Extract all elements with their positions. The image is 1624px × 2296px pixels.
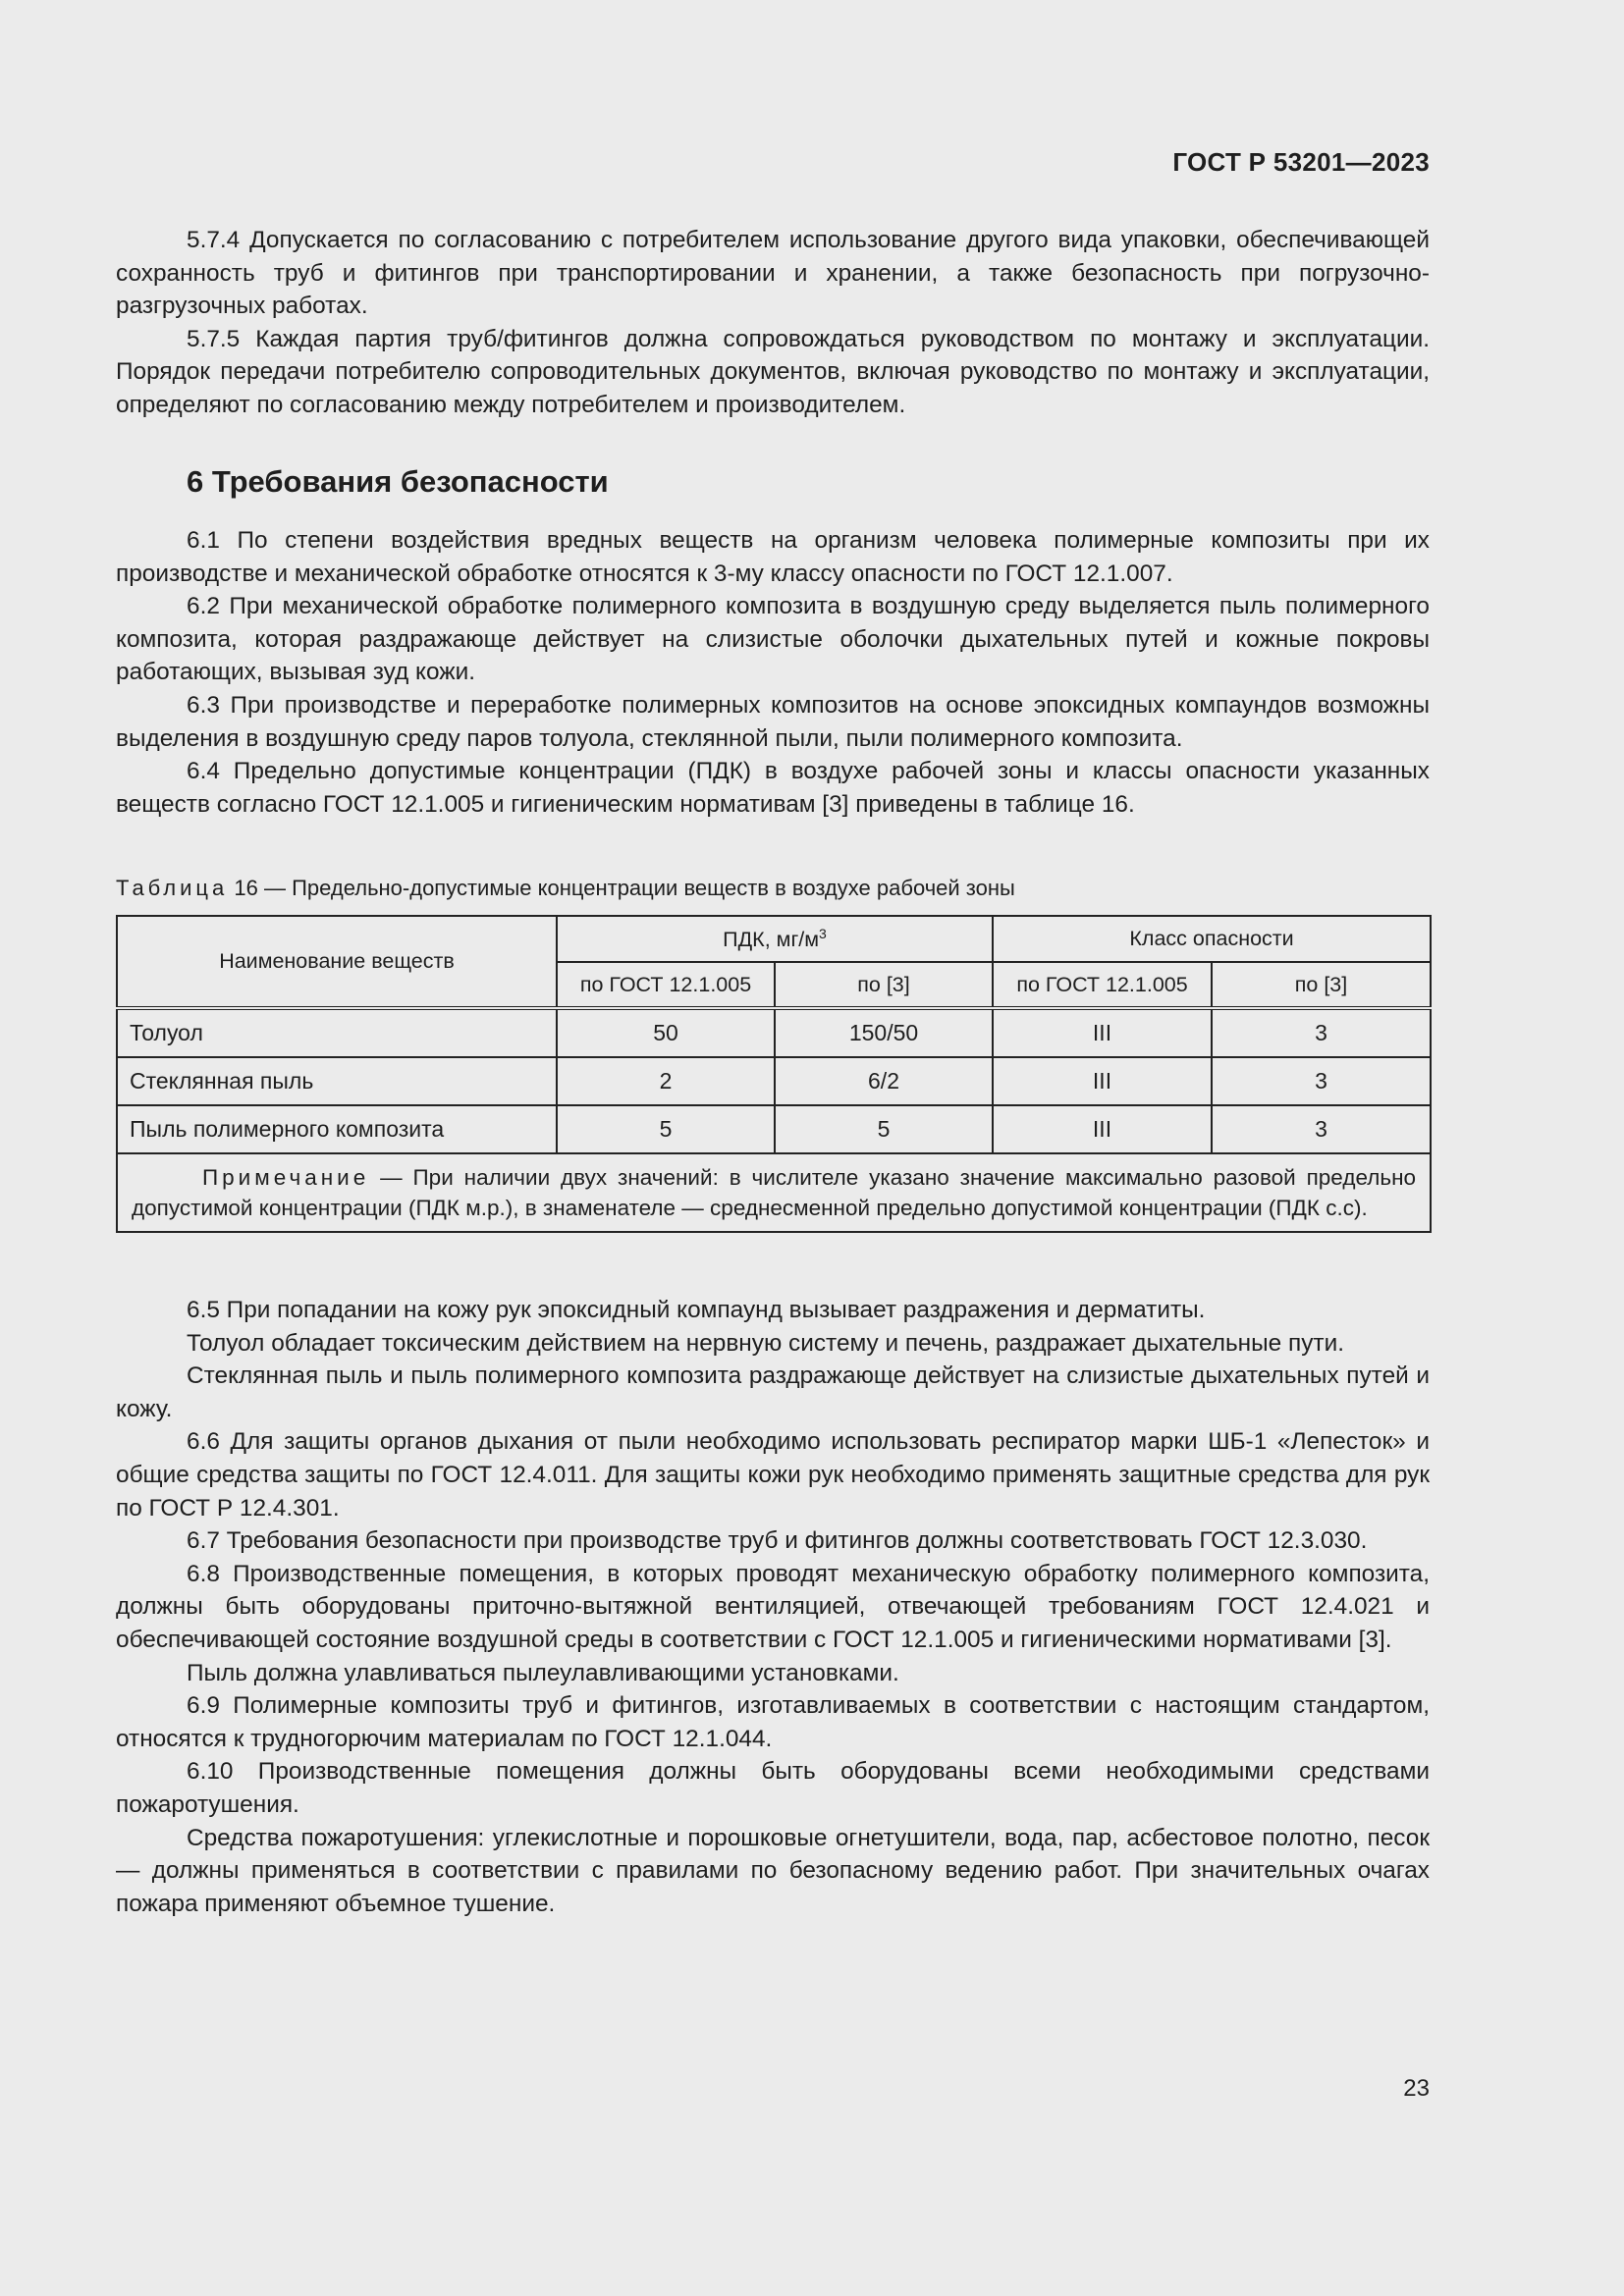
paragraph-6-1: 6.1 По степени воздействия вредных веществ на организм человека полимерные композиты при их производстве и механической обработке относятся к 3-му классу опасности по ГОСТ 12.1.007. [116, 527, 1430, 587]
table-caption [116, 874, 1430, 903]
paragraph-5-7-5: 5.7.5 Каждая партия труб/фитингов должна сопровождаться руководством по монтажу и эксплуатации. Порядок передачи потребителю сопроводительных документов, включая руководство по монтажу и эксплуатации, определяют по согласованию между потребителем и производителем. [116, 325, 1430, 418]
table-row [117, 1105, 1431, 1153]
cell-pdk-ref: 6/2 [775, 1057, 993, 1105]
cell-class-gost: III [993, 1008, 1212, 1057]
paragraph-glass-dust: Стеклянная пыль и пыль полимерного композита раздражающе действует на слизистые дыхательных путей и кожу. [116, 1362, 1430, 1422]
table-caption-text: 16 — Предельно-допустимые концентрации веществ в воздухе рабочей зоны [234, 876, 1015, 900]
cell-class-ref: 3 [1212, 1008, 1431, 1057]
section-6-body [116, 1294, 1430, 1920]
section-6-heading-block [116, 462, 1430, 502]
cell-class-gost: III [993, 1105, 1212, 1153]
cell-substance: Стеклянная пыль [117, 1057, 557, 1105]
header-pdk-gost: по ГОСТ 12.1.005 [557, 962, 775, 1008]
paragraph-dust-capture: Пыль должна улавливаться пылеулавливающими установками. [187, 1659, 899, 1686]
cell-pdk-ref: 5 [775, 1105, 993, 1153]
paragraph-6-10: 6.10 Производственные помещения должны быть оборудованы всеми необходимыми средствами пожаротушения. [116, 1758, 1430, 1818]
cell-pdk-gost: 50 [557, 1008, 775, 1057]
paragraph-toluene: Толуол обладает токсическим действием на нервную систему и печень, раздражает дыхательные пути. [187, 1329, 1344, 1357]
header-substance-name: Наименование веществ [117, 916, 557, 1008]
cell-class-ref: 3 [1212, 1057, 1431, 1105]
section-title: 6 Требования безопасности [187, 464, 609, 499]
paragraph-fire-means: Средства пожаротушения: углекислотные и порошковые огнетушители, вода, пар, асбестовое полотно, песок — должны применяться в соответствии с правилами по безопасному ведению работ. При значительных очагах пожара применяют объемное тушение. [116, 1824, 1430, 1917]
cell-class-ref: 3 [1212, 1105, 1431, 1153]
paragraph-5-7-4: 5.7.4 Допускается по согласованию с потребителем использование другого вида упаковки, обеспечивающей сохранность труб и фитингов при транспортировании и хранении, а также безопасность при погрузочно-разгрузочных работах. [116, 227, 1430, 320]
cell-pdk-ref: 150/50 [775, 1008, 993, 1057]
paragraph-6-5: 6.5 При попадании на кожу рук эпоксидный компаунд вызывает раздражения и дерматиты. [187, 1297, 1206, 1323]
table-note-row [117, 1153, 1431, 1232]
section-6-intro [116, 524, 1430, 821]
paragraph-6-4: 6.4 Предельно допустимые концентрации (ПДК) в воздухе рабочей зоны и классы опасности указанных веществ согласно ГОСТ 12.1.005 и гигиеническим нормативам [3] приведены в таблице 16. [116, 758, 1430, 818]
cell-pdk-gost: 5 [557, 1105, 775, 1153]
paragraph-6-3: 6.3 При производстве и переработке полимерных композитов на основе эпоксидных компаундов возможны выделения в воздушную среду паров толуола, стеклянной пыли, пыли полимерного композита. [116, 691, 1430, 752]
paragraph-6-7: 6.7 Требования безопасности при производстве труб и фитингов должны соответствовать ГОСТ 12.3.030. [187, 1527, 1368, 1555]
header-class-group: Класс опасности [993, 916, 1431, 962]
header-pdk-label: ПДК, мг/м [723, 928, 820, 952]
table-row [117, 1057, 1431, 1105]
paragraph-6-2: 6.2 При механической обработке полимерного композита в воздушную среду выделяется пыль полимерного композита, которая раздражающе действует на слизистые оболочки дыхательных путей и кожные покровы работающих, вызывая зуд кожи. [116, 593, 1430, 686]
table-note [117, 1153, 1431, 1232]
page-number: 23 [1403, 2075, 1430, 2102]
table-16 [116, 915, 1432, 1233]
cell-pdk-gost: 2 [557, 1057, 775, 1105]
note-text: — При наличии двух значений: в числителе указано значение максимально разовой предельно допустимой концентрации (ПДК м.р.), в знаменателе — среднесменной предельно допустимой концентрации (ПДК с.с). [132, 1165, 1417, 1220]
paragraph-6-9: 6.9 Полимерные композиты труб и фитингов, изготавливаемых в соответствии с настоящим стандартом, относятся к трудногорючим материалам по ГОСТ 12.1.044. [116, 1692, 1430, 1752]
table-header-row-1 [117, 916, 1431, 962]
document-code-header: ГОСТ Р 53201—2023 [1172, 147, 1430, 177]
section-5-tail [116, 224, 1430, 422]
cell-substance: Пыль полимерного композита [117, 1105, 557, 1153]
header-pdk-group [557, 916, 993, 962]
paragraph-6-6: 6.6 Для защиты органов дыхания от пыли необходимо использовать респиратор марки ШБ-1 «Лепесток» и общие средства защиты по ГОСТ 12.4.011. Для защиты кожи рук необходимо применять защитные средства для рук по ГОСТ Р 12.4.301. [116, 1428, 1430, 1522]
cell-class-gost: III [993, 1057, 1212, 1105]
header-class-gost: по ГОСТ 12.1.005 [993, 962, 1212, 1008]
table-caption-word: Таблица [116, 876, 229, 900]
paragraph-6-8: 6.8 Производственные помещения, в которых проводят механическую обработку полимерного композита, должны быть оборудованы приточно-вытяжной вентиляцией, отвечающей требованиям ГОСТ 12.4.021 и обеспечивающей состояние воздушной среды в соответствии с ГОСТ 12.1.005 и гигиеническими нормативами [3]. [116, 1560, 1430, 1653]
note-word: Примечание [202, 1165, 370, 1190]
table-row [117, 1008, 1431, 1057]
table-16-wrapper [116, 915, 1430, 1233]
cell-substance: Толуол [117, 1008, 557, 1057]
header-pdk-superscript: 3 [819, 925, 827, 941]
header-class-ref: по [3] [1212, 962, 1431, 1008]
header-pdk-ref: по [3] [775, 962, 993, 1008]
